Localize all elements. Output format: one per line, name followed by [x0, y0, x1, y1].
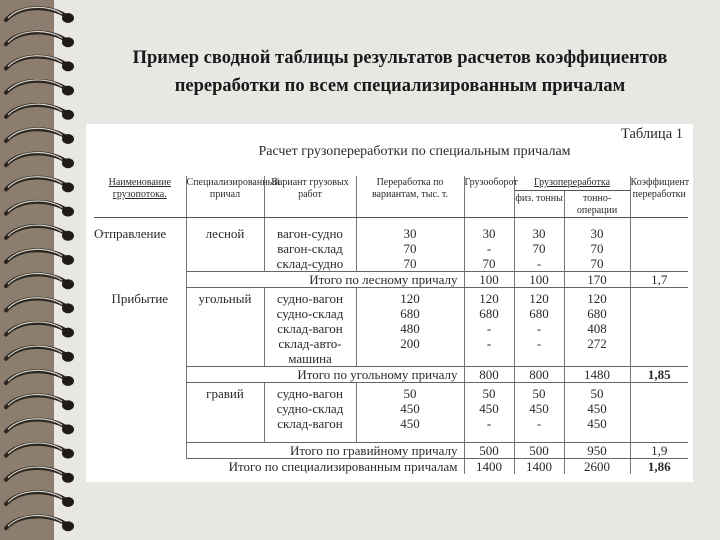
spiral-coil [6, 323, 66, 335]
header-turnover: Грузооборот [464, 176, 514, 218]
table-caption: Расчет грузопереработки по специальным причалам [258, 144, 571, 159]
header-specialized-berth: Специализированный причал [186, 176, 264, 218]
spiral-hole [62, 328, 74, 338]
header-phys-tons: физ. тонны [515, 191, 565, 217]
header-work-variant: Вариант грузовых работ [264, 176, 356, 218]
spiral-coil [6, 8, 66, 20]
spiral-hole [62, 424, 74, 434]
slide-title-line-1: Пример сводной таблицы результатов расчетов коэффициентов [132, 48, 668, 68]
scanned-table-sheet [86, 124, 693, 482]
flow-departure: Отправление [94, 225, 167, 241]
spiral-coil [6, 129, 66, 141]
spiral-hole [62, 473, 74, 483]
spiral-coil [6, 202, 66, 214]
calculation-table [94, 176, 688, 474]
table-row: склад-вагон 480 - - 408 [94, 321, 688, 336]
spiral-coil [6, 516, 66, 528]
spiral-coil [6, 105, 66, 117]
spiral-hole [62, 61, 74, 71]
spiral-coil [6, 492, 66, 504]
table-header-row [94, 176, 688, 218]
spiral-hole [62, 400, 74, 410]
spiral-coil [6, 81, 66, 93]
spiral-hole [62, 134, 74, 144]
spiral-hole [62, 110, 74, 120]
spiral-hole [62, 449, 74, 459]
subtotal-row: Итого по лесному причалу 100 100 170 1,7 [94, 271, 688, 287]
spiral-hole [62, 376, 74, 386]
table-row: гравий судно-вагон 50 50 50 50 [94, 386, 688, 401]
spiral-coil [6, 226, 66, 238]
berth-name: лесной [186, 226, 264, 241]
spiral-hole [62, 207, 74, 217]
spiral-coil [6, 371, 66, 383]
table-row: склад-вагон 450 - - 450 [94, 416, 688, 431]
header-processing-by-variant: Переработка по вариантам, тыс. т. [356, 176, 464, 218]
berth-name: гравий [186, 386, 264, 401]
spiral-hole [62, 255, 74, 265]
spiral-coil [6, 178, 66, 190]
table-row: вагон-склад 70 - 70 70 [94, 241, 688, 256]
berth-name: угольный [186, 291, 264, 306]
spiral-hole [62, 182, 74, 192]
subtotal-row: Итого по гравийному причалу 500 500 950 1,9 [94, 443, 688, 459]
header-coefficient: Коэффициент переработки [630, 176, 688, 218]
subtotal-row: Итого по угольному причалу 800 800 1480 1,85 [94, 367, 688, 383]
table-row: судно-склад 680 680 680 680 [94, 306, 688, 321]
spiral-coil [6, 250, 66, 262]
spiral-hole [62, 279, 74, 289]
spiral-hole [62, 158, 74, 168]
table-row: Отправление лесной вагон-судно 30 30 30 30 [94, 226, 688, 241]
table-number: Таблица 1 [620, 126, 683, 142]
spiral-hole [62, 231, 74, 241]
spiral-hole [62, 303, 74, 313]
spiral-coil [6, 444, 66, 456]
spiral-hole [62, 37, 74, 47]
header-cargo-flow: Наименование грузопотока. [94, 176, 186, 218]
spiral-hole [62, 352, 74, 362]
slide-title-line-2: переработки по всем специализированным причалам [174, 76, 626, 96]
table-row: Прибытие угольный судно-вагон 120 120 120 120 [94, 291, 688, 306]
spiral-coil [6, 57, 66, 69]
spiral-hole [62, 521, 74, 531]
spiral-coil [6, 468, 66, 480]
table-row: судно-склад 450 450 450 450 [94, 401, 688, 416]
spiral-coil [6, 274, 66, 286]
spiral-coil [6, 395, 66, 407]
spiral-hole [62, 86, 74, 96]
spiral-coil [6, 420, 66, 432]
spiral-coil [6, 32, 66, 44]
spiral-binding-decoration [0, 0, 80, 540]
flow-arrival: Прибытие [111, 291, 169, 306]
spiral-hole [62, 497, 74, 507]
spiral-coil [6, 347, 66, 359]
table-row: склад-судно 70 70 - 70 [94, 256, 688, 272]
header-cargo-processing: Грузопереработка физ. тонны тонно-операции [514, 176, 630, 218]
header-ton-operations: тонно-операции [576, 193, 618, 216]
grand-total-row: Итого по специализированным причалам 1400 1400 2600 1,86 [94, 459, 688, 475]
spiral-coil [6, 299, 66, 311]
spiral-hole [62, 13, 74, 23]
spiral-coil [6, 153, 66, 165]
table-row: склад-авто- машина 200 - - 272 [94, 336, 688, 367]
slide-title [95, 44, 705, 100]
